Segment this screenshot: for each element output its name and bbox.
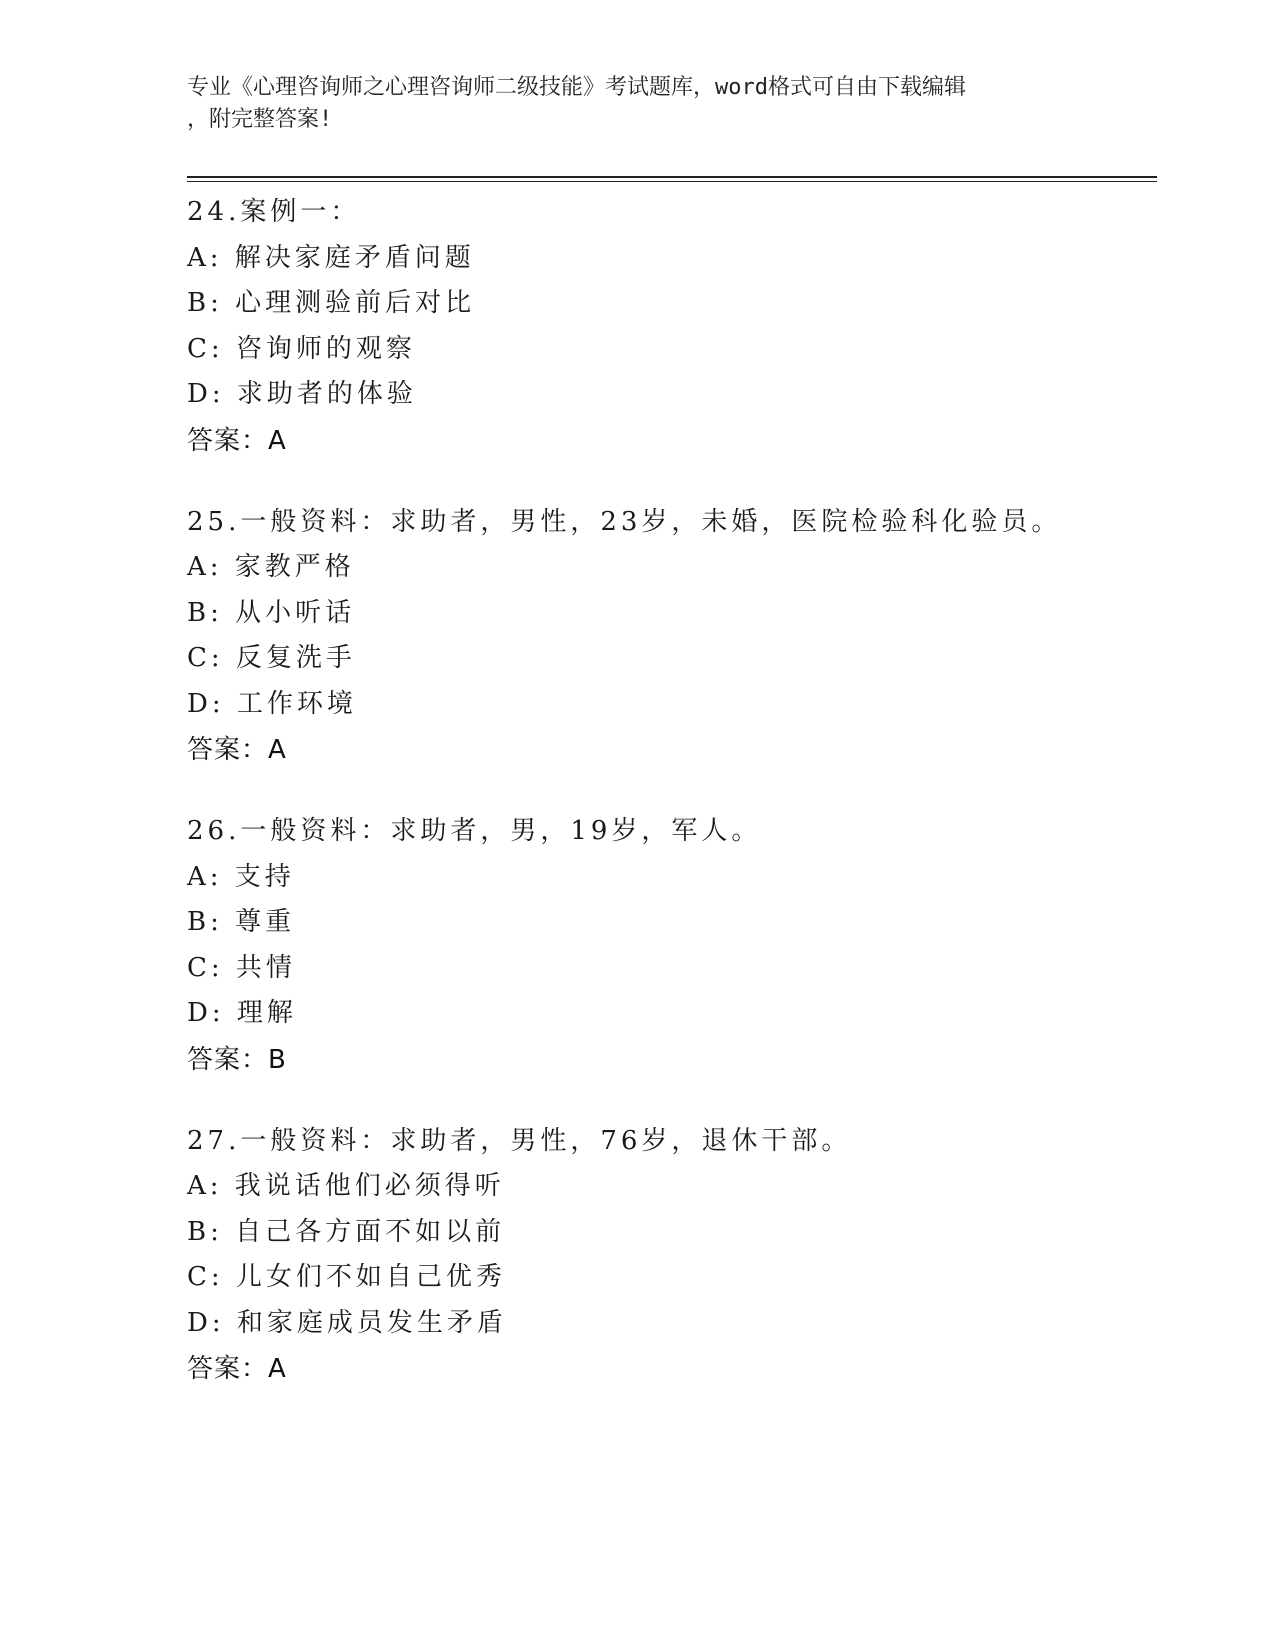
option-c: C: 咨询师的观察	[187, 333, 416, 364]
option-c: C: 反复洗手	[187, 643, 356, 673]
answer: 答案：A	[187, 735, 287, 765]
option-b: B: 自己各方面不如以前	[187, 1216, 506, 1247]
option-d: D: 求助者的体验	[187, 379, 417, 409]
option-d: D: 和家庭成员发生矛盾	[187, 1307, 507, 1338]
question-title: 25.一般资料：求助者，男性，23岁，未婚，医院检验科化验员。	[187, 506, 1062, 537]
option-d: D: 工作环境	[187, 688, 357, 719]
question-title: 24.案例一：	[187, 197, 361, 227]
answer: 答案：A	[187, 425, 287, 456]
option-a: A: 解决家庭矛盾问题	[187, 242, 475, 273]
answer: 答案：B	[187, 1044, 287, 1075]
question-26	[187, 809, 1157, 1083]
question-25	[187, 500, 1157, 774]
header-divider	[187, 176, 1157, 182]
option-a: A: 支持	[187, 861, 295, 892]
header-line-1: 专业《心理咨询师之心理咨询师二级技能》考试题库，word格式可自由下载编辑	[187, 75, 966, 100]
question-title: 26.一般资料：求助者，男，19岁，军人。	[187, 816, 762, 846]
option-c: C: 共情	[187, 952, 296, 983]
option-a: A: 家教严格	[187, 552, 355, 582]
answer: 答案：A	[187, 1354, 287, 1384]
question-27	[187, 1119, 1157, 1393]
option-b: B: 尊重	[187, 907, 296, 937]
option-a: A: 我说话他们必须得听	[187, 1171, 505, 1201]
question-list	[187, 190, 1157, 1428]
option-b: B: 从小听话	[187, 597, 356, 628]
question-title: 27.一般资料：求助者，男性，76岁，退休干部。	[187, 1125, 852, 1156]
option-d: D: 理解	[187, 998, 297, 1028]
header-line-2: ，附完整答案!	[187, 107, 333, 132]
document-header	[187, 72, 1087, 136]
option-b: B: 心理测验前后对比	[187, 288, 476, 318]
question-24	[187, 190, 1157, 464]
option-c: C: 儿女们不如自己优秀	[187, 1262, 506, 1292]
